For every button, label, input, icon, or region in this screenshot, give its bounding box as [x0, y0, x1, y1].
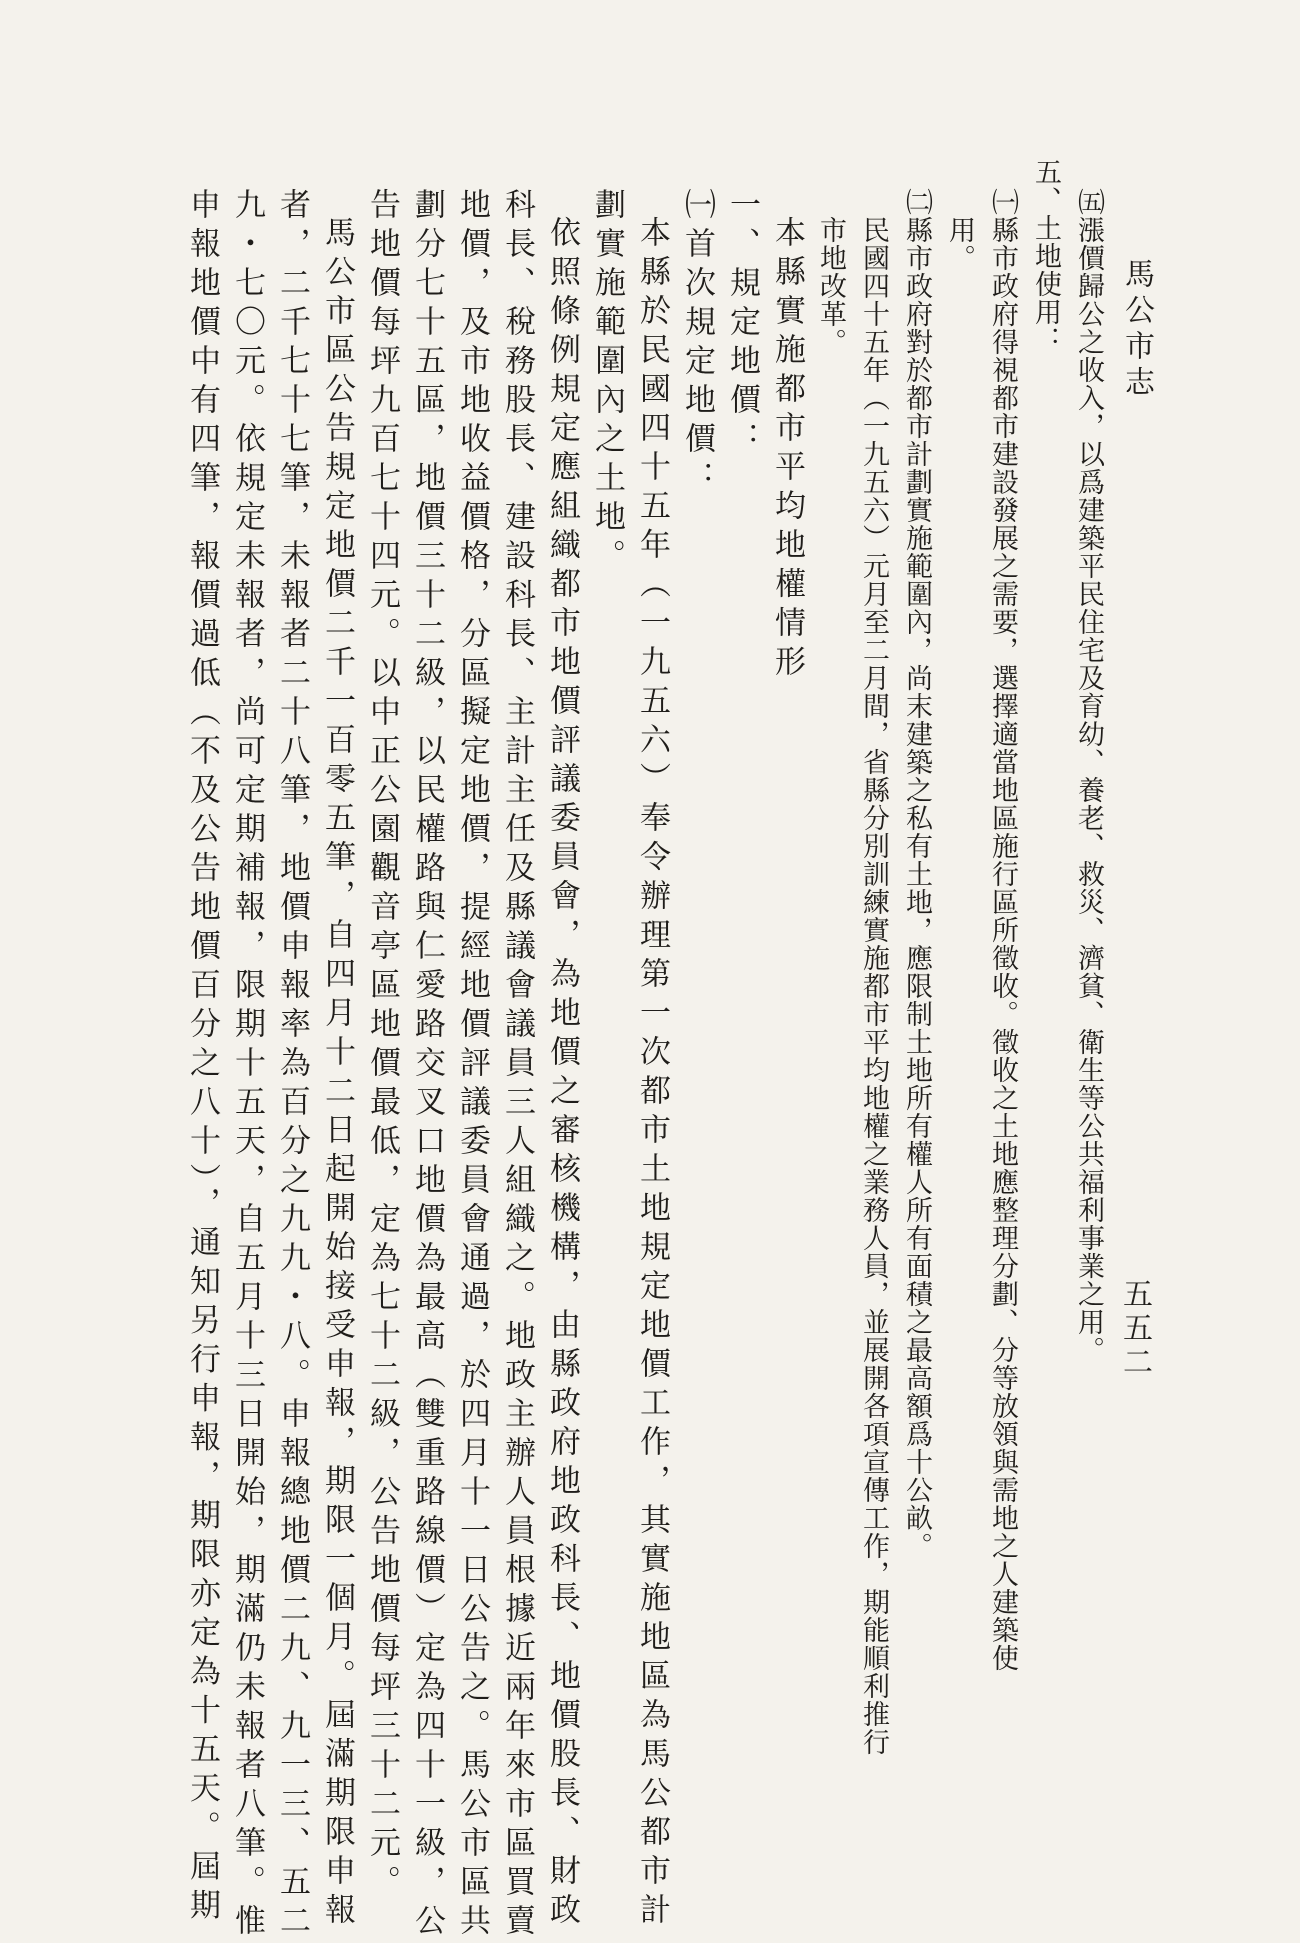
- text-column-12: 劃實施範圍內之土地。: [589, 188, 625, 578]
- text-column-10: ㈠首次規定地價：: [679, 188, 715, 500]
- text-column-13: 依照條例規定應組織都市地價評議委員會，為地價之審核機構，由縣政府地政科長、地價股長、財政: [544, 216, 580, 1932]
- text-column-8: 本縣實施都市平均地權情形: [769, 216, 805, 684]
- text-column-16: 劃分七十五區，地價三十二級，以民權路與仁愛路交叉口地價為最高（雙重路線價）定為四十一級，公: [409, 188, 445, 1943]
- text-column-15: 地價，及市地收益價格，分區擬定地價，提經地價評議委員會通過，於四月十一日公告之。馬公市區共: [454, 188, 490, 1943]
- text-column-1: ㈤漲價歸公之收入，以爲建築平民住宅及育幼、養老、救災、濟貧、衛生等公共福利事業之用。: [1073, 188, 1104, 1364]
- text-column-9: 一、規定地價：: [724, 188, 760, 461]
- text-column-2: 五、土地使用：: [1030, 158, 1061, 354]
- text-column-17: 告地價每坪九百七十四元。以中正公園觀音亭區地價最低，定為七十二級，公告地價每坪三十二元。: [364, 188, 400, 1904]
- text-column-7: 市地改革。: [815, 216, 846, 356]
- page-number: 五五二: [1117, 1278, 1152, 1380]
- text-column-6: 民國四十五年（一九五六）元月至二月間，省縣分別訓練實施都市平均地權之業務人員，並展開各項宣傳工作，期能順利推行: [858, 216, 889, 1756]
- text-column-14: 科長、稅務股長、建設科長、主計主任及縣議會議員三人組織之。地政主辦人員根據近兩年來市區買賣: [499, 188, 535, 1943]
- text-column-11: 本縣於民國四十五年（一九五六）奉令辦理第一次都市土地規定地價工作，其實施地區為馬公都市計: [634, 216, 670, 1932]
- text-column-5: ㈡縣市政府對於都市計劃實施範圍內，尚末建築之私有土地，應限制土地所有權人所有面積之最高額爲十公畝。: [901, 188, 932, 1560]
- body-text: [179, 158, 1110, 1943]
- text-column-4: 用。: [944, 216, 975, 272]
- text-column-19: 者，二千七十七筆，未報者二十八筆，地價申報率為百分之九九・八。申報總地價二九、九一三、五二: [274, 188, 310, 1943]
- running-header-title: 馬公市志: [1119, 258, 1154, 402]
- text-column-21: 申報地價中有四筆，報價過低（不及公告地價百分之八十），通知另行申報，期限亦定為十五天。屆期: [184, 188, 220, 1928]
- text-column-18: 馬公市區公告規定地價二千一百零五筆，自四月十二日起開始接受申報，期限一個月。屆滿期限申報: [319, 216, 355, 1932]
- text-column-3: ㈠縣市政府得視都市建設發展之需要，選擇適當地區施行區所徵收。徵收之土地應整理分劃、分等放領與需地之人建築使: [987, 188, 1018, 1672]
- text-column-20: 九・七〇元。依規定未報者，尚可定期補報，限期十五天，自五月十三日開始，期滿仍未報者八筆。惟: [229, 188, 265, 1943]
